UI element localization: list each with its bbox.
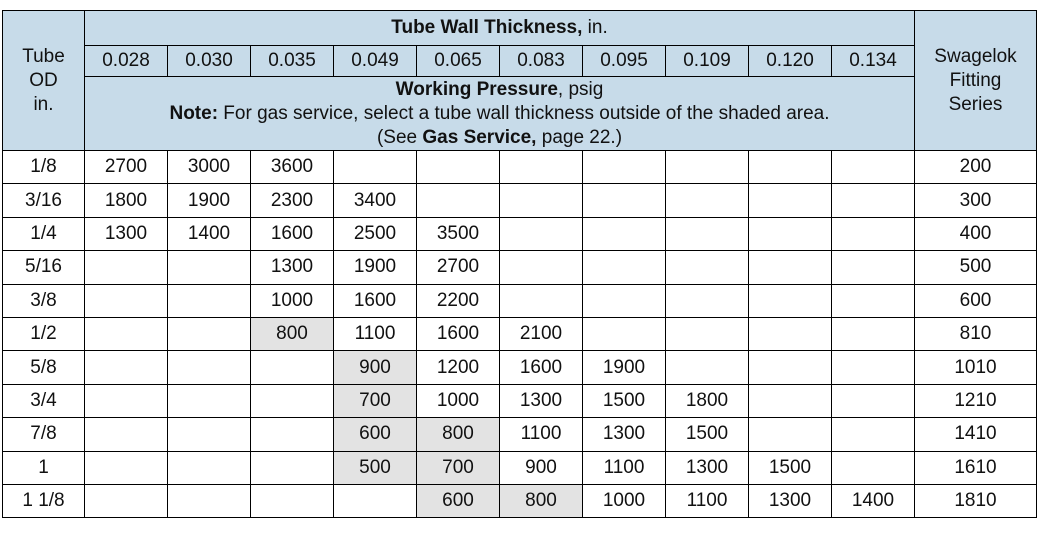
table-row [3, 284, 1037, 317]
working-pressure-unit: , psig [557, 78, 604, 100]
wall-thickness-cell: 0.035 [251, 46, 334, 77]
pressure-cell: 800 [251, 317, 334, 350]
pressure-cell: 800 [417, 418, 500, 451]
tube-od-label-line1: Tube [22, 45, 65, 67]
pressure-cell [832, 384, 915, 417]
pressure-cell: 900 [500, 451, 583, 484]
pressure-cell [85, 317, 168, 350]
wall-thickness-cell: 0.065 [417, 46, 500, 77]
pressure-cell [85, 384, 168, 417]
table-row [3, 484, 1037, 517]
wall-thickness-title [85, 11, 915, 46]
pressure-cell [832, 451, 915, 484]
pressure-cell [85, 284, 168, 317]
tube-od-cell: 3/16 [3, 184, 85, 217]
pressure-cell [832, 284, 915, 317]
table-row [3, 384, 1037, 417]
pressure-cell: 600 [334, 418, 417, 451]
pressure-cell [583, 317, 666, 350]
pressure-cell: 1500 [583, 384, 666, 417]
wall-thickness-title-unit: in. [582, 17, 608, 38]
pressure-cell: 2500 [334, 217, 417, 250]
table-row [3, 184, 1037, 217]
pressure-cell [168, 484, 251, 517]
pressure-cell [749, 284, 832, 317]
pressure-cell [583, 284, 666, 317]
pressure-cell [666, 184, 749, 217]
pressure-cell [500, 151, 583, 184]
pressure-cell [583, 184, 666, 217]
tube-od-cell: 1 [3, 451, 85, 484]
pressure-cell: 3000 [168, 151, 251, 184]
fitting-series-header [915, 11, 1037, 151]
pressure-cell: 1800 [666, 384, 749, 417]
pressure-cell [417, 184, 500, 217]
pressure-cell: 1300 [251, 251, 334, 284]
pressure-cell: 1300 [85, 217, 168, 250]
fitting-series-cell: 600 [915, 284, 1037, 317]
pressure-cell [251, 418, 334, 451]
pressure-cell [666, 217, 749, 250]
fitting-series-cell: 1210 [915, 384, 1037, 417]
pressure-cell [832, 317, 915, 350]
pressure-cell: 3600 [251, 151, 334, 184]
note-label: Note: [169, 102, 219, 124]
tube-od-label-line3: in. [33, 93, 54, 115]
tube-od-cell: 1/4 [3, 217, 85, 250]
working-pressure-label: Working Pressure [395, 78, 558, 100]
pressure-cell [749, 151, 832, 184]
see-close: page 22.) [536, 126, 623, 148]
fitting-series-cell: 200 [915, 151, 1037, 184]
pressure-cell: 700 [334, 384, 417, 417]
pressure-cell [832, 251, 915, 284]
pressure-cell: 1300 [666, 451, 749, 484]
pressure-cell: 1100 [666, 484, 749, 517]
pressure-cell: 1900 [583, 351, 666, 384]
gas-service-reference: Gas Service, [422, 126, 537, 148]
fitting-series-cell: 1610 [915, 451, 1037, 484]
pressure-cell [832, 217, 915, 250]
see-open: (See [376, 126, 423, 148]
pressure-cell [168, 351, 251, 384]
pressure-cell: 2700 [85, 151, 168, 184]
pressure-cell [832, 351, 915, 384]
wall-thickness-cell: 0.083 [500, 46, 583, 77]
pressure-cell: 1500 [666, 418, 749, 451]
table-row [3, 217, 1037, 250]
pressure-cell [500, 251, 583, 284]
tube-od-cell: 5/8 [3, 351, 85, 384]
pressure-cell: 1100 [334, 317, 417, 350]
pressure-cell: 2100 [500, 317, 583, 350]
pressure-cell: 1200 [417, 351, 500, 384]
pressure-cell [500, 217, 583, 250]
pressure-cell [832, 184, 915, 217]
fitting-series-cell: 810 [915, 317, 1037, 350]
pressure-cell [666, 351, 749, 384]
pressure-cell [583, 217, 666, 250]
fitting-series-cell: 1810 [915, 484, 1037, 517]
pressure-cell [749, 418, 832, 451]
pressure-cell [749, 251, 832, 284]
wall-thickness-cell: 0.134 [832, 46, 915, 77]
pressure-cell: 1400 [832, 484, 915, 517]
tube-od-cell: 3/8 [3, 284, 85, 317]
pressure-cell [251, 384, 334, 417]
pressure-cell: 2200 [417, 284, 500, 317]
pressure-cell [168, 317, 251, 350]
wall-thickness-title-bold: Tube Wall Thickness, [391, 17, 583, 38]
pressure-cell: 2300 [251, 184, 334, 217]
pressure-cell [749, 217, 832, 250]
pressure-cell [749, 317, 832, 350]
working-pressure-note [85, 77, 915, 151]
pressure-table-body [3, 151, 1037, 518]
pressure-cell: 1300 [500, 384, 583, 417]
pressure-cell [168, 284, 251, 317]
pressure-cell [666, 284, 749, 317]
wall-thickness-cell: 0.030 [168, 46, 251, 77]
tube-od-cell: 7/8 [3, 418, 85, 451]
pressure-cell [334, 151, 417, 184]
pressure-cell: 1000 [251, 284, 334, 317]
fitting-series-cell: 400 [915, 217, 1037, 250]
pressure-cell [168, 451, 251, 484]
pressure-cell [168, 384, 251, 417]
pressure-cell: 900 [334, 351, 417, 384]
table-row [3, 151, 1037, 184]
pressure-cell: 1800 [85, 184, 168, 217]
pressure-cell [251, 351, 334, 384]
pressure-cell: 1300 [749, 484, 832, 517]
table-row [3, 317, 1037, 350]
pressure-cell: 1600 [500, 351, 583, 384]
pressure-cell: 1400 [168, 217, 251, 250]
fitting-series-cell: 300 [915, 184, 1037, 217]
pressure-cell: 2700 [417, 251, 500, 284]
wall-thickness-row [3, 46, 1037, 77]
pressure-cell [666, 317, 749, 350]
pressure-cell: 1600 [334, 284, 417, 317]
fitting-series-cell: 500 [915, 251, 1037, 284]
table-row [3, 351, 1037, 384]
pressure-cell [168, 251, 251, 284]
pressure-cell [666, 151, 749, 184]
pressure-cell: 600 [417, 484, 500, 517]
pressure-cell [749, 351, 832, 384]
pressure-cell: 3500 [417, 217, 500, 250]
fitting-series-cell: 1010 [915, 351, 1037, 384]
tube-od-cell: 5/16 [3, 251, 85, 284]
tube-od-cell: 1/2 [3, 317, 85, 350]
pressure-cell [85, 451, 168, 484]
fitting-series-cell: 1410 [915, 418, 1037, 451]
pressure-cell [251, 484, 334, 517]
pressure-cell [168, 418, 251, 451]
pressure-cell [749, 184, 832, 217]
pressure-cell [85, 418, 168, 451]
tube-od-header [3, 11, 85, 151]
pressure-cell: 1000 [417, 384, 500, 417]
tube-od-cell: 1 1/8 [3, 484, 85, 517]
pressure-cell: 1100 [500, 418, 583, 451]
pressure-cell: 1000 [583, 484, 666, 517]
wall-thickness-cell: 0.095 [583, 46, 666, 77]
pressure-cell: 700 [417, 451, 500, 484]
tube-od-cell: 3/4 [3, 384, 85, 417]
pressure-cell: 500 [334, 451, 417, 484]
pressure-cell [583, 151, 666, 184]
wall-thickness-cell: 0.028 [85, 46, 168, 77]
pressure-cell [251, 451, 334, 484]
pressure-cell [85, 484, 168, 517]
pressure-cell: 1100 [583, 451, 666, 484]
pressure-cell: 1900 [334, 251, 417, 284]
pressure-cell: 1900 [168, 184, 251, 217]
table-row [3, 251, 1037, 284]
pressure-cell: 1600 [417, 317, 500, 350]
pressure-cell [666, 251, 749, 284]
pressure-cell: 3400 [334, 184, 417, 217]
note-text: For gas service, select a tube wall thickness outside of the shaded area. [218, 102, 830, 124]
series-label-line3: Series [948, 93, 1003, 115]
series-label-line1: Swagelok [934, 45, 1017, 67]
tube-od-cell: 1/8 [3, 151, 85, 184]
table-row [3, 418, 1037, 451]
pressure-cell [832, 418, 915, 451]
pressure-cell: 800 [500, 484, 583, 517]
wall-thickness-cell: 0.049 [334, 46, 417, 77]
pressure-cell [583, 251, 666, 284]
pressure-cell [85, 251, 168, 284]
pressure-cell [334, 484, 417, 517]
pressure-cell: 1500 [749, 451, 832, 484]
pressure-cell [500, 284, 583, 317]
pressure-cell [832, 151, 915, 184]
pressure-cell [417, 151, 500, 184]
pressure-cell [749, 384, 832, 417]
tube-od-label-line2: OD [29, 69, 58, 91]
pressure-cell [500, 184, 583, 217]
pressure-cell [85, 351, 168, 384]
pressure-cell: 1600 [251, 217, 334, 250]
pressure-cell: 1300 [583, 418, 666, 451]
table-row [3, 451, 1037, 484]
wall-thickness-cell: 0.120 [749, 46, 832, 77]
wall-thickness-cell: 0.109 [666, 46, 749, 77]
series-label-line2: Fitting [949, 69, 1002, 91]
pressure-rating-table [2, 10, 1037, 518]
